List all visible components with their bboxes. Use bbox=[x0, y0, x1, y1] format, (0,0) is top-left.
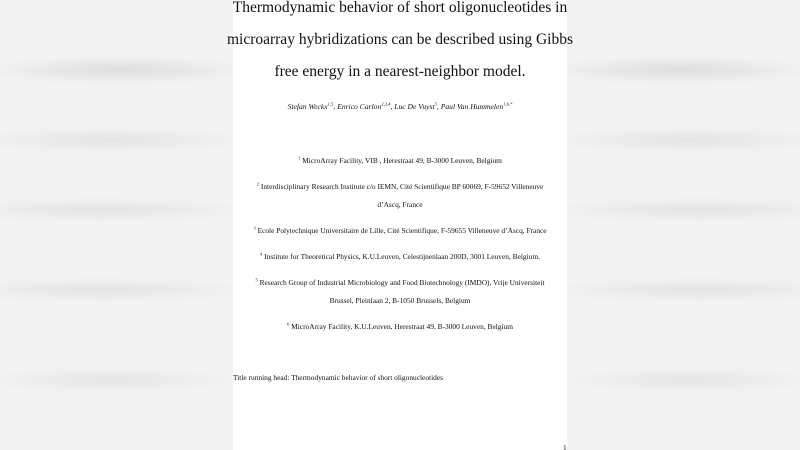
affiliation-number: 4 bbox=[260, 251, 263, 257]
affiliation-text: Research Group of Industrial Microbiology and Food Biotechnology (IMDO), Vrije Universiteit bbox=[259, 278, 545, 287]
page-number: 1 bbox=[563, 443, 567, 450]
document-page bbox=[226, 0, 574, 450]
affiliation-number: 5 bbox=[255, 277, 258, 283]
affiliation-3 bbox=[233, 226, 567, 235]
author-name: Luc De Vuyst bbox=[394, 102, 435, 111]
affiliation-number: 2 bbox=[256, 181, 260, 187]
affiliation-text: MicroArray Facility, K.U.Leuven, Herestraat 49, B-3000 Leuven, Belgium bbox=[291, 322, 513, 331]
author-affiliation-mark: 2,3,4 bbox=[381, 101, 391, 107]
affiliation-text: MicroArray Facility, VIB , Herestraat 49, B-3000 Leuven, Belgium bbox=[302, 156, 502, 165]
affiliation-number: 6 bbox=[287, 321, 290, 327]
author-name: Paul Van Hummelen bbox=[440, 102, 504, 111]
title-line-3: free energy in a nearest-neighbor model. bbox=[274, 63, 526, 80]
affiliation-6 bbox=[233, 322, 567, 331]
author-list: Stefan Weckx$^{1,5}$, Enrico Carlon$^{2,3,4}$, Luc De Vuyst$^5$, Paul Van Hummelen$^{1,6,*}$ bbox=[287, 101, 513, 111]
affiliation-text: Interdisciplinary Research Institute c/o IEMN, Cité Scientifique BP 60069, F-59652 Villeneuve bbox=[260, 182, 544, 191]
title-line-2: microarray hybridizations can be described using Gibbs bbox=[226, 31, 574, 48]
author-name: Enrico Carlon bbox=[337, 102, 382, 111]
title-line-1: Thermodynamic behavior of short oligonucleotides in bbox=[232, 0, 568, 16]
affiliation-number: 1 bbox=[298, 155, 301, 161]
author-affiliation-mark: 5 bbox=[434, 101, 437, 107]
affiliation-1 bbox=[233, 156, 567, 165]
affiliation-text: Ecole Polytechnique Universitaire de Lille, Cité Scientifique, F-59655 Villeneuve d’Ascq, France bbox=[257, 226, 547, 235]
author-affiliation-mark: 1,6,* bbox=[503, 101, 513, 107]
affiliation-text: Institute for Theoretical Physics, K.U.Leuven, Celestijnenlaan 200D, 3001 Leuven, Belgium. bbox=[264, 252, 540, 261]
affiliation-number: 3 bbox=[253, 225, 256, 231]
author-name: Stefan Weckx bbox=[287, 102, 328, 111]
author-affiliation-mark: 1,5 bbox=[327, 101, 334, 107]
affiliation-text-continued: d’Ascq, France bbox=[377, 200, 423, 209]
affiliation-2 bbox=[233, 182, 567, 209]
affiliation-text-continued: Brussel, Pleinlaan 2, B-1050 Brussels, Belgium bbox=[329, 296, 471, 305]
affiliation-4 bbox=[233, 252, 567, 261]
running-head: Title running head: Thermodynamic behavior of short oligonucleotides bbox=[233, 373, 443, 382]
affiliation-5 bbox=[233, 278, 567, 305]
